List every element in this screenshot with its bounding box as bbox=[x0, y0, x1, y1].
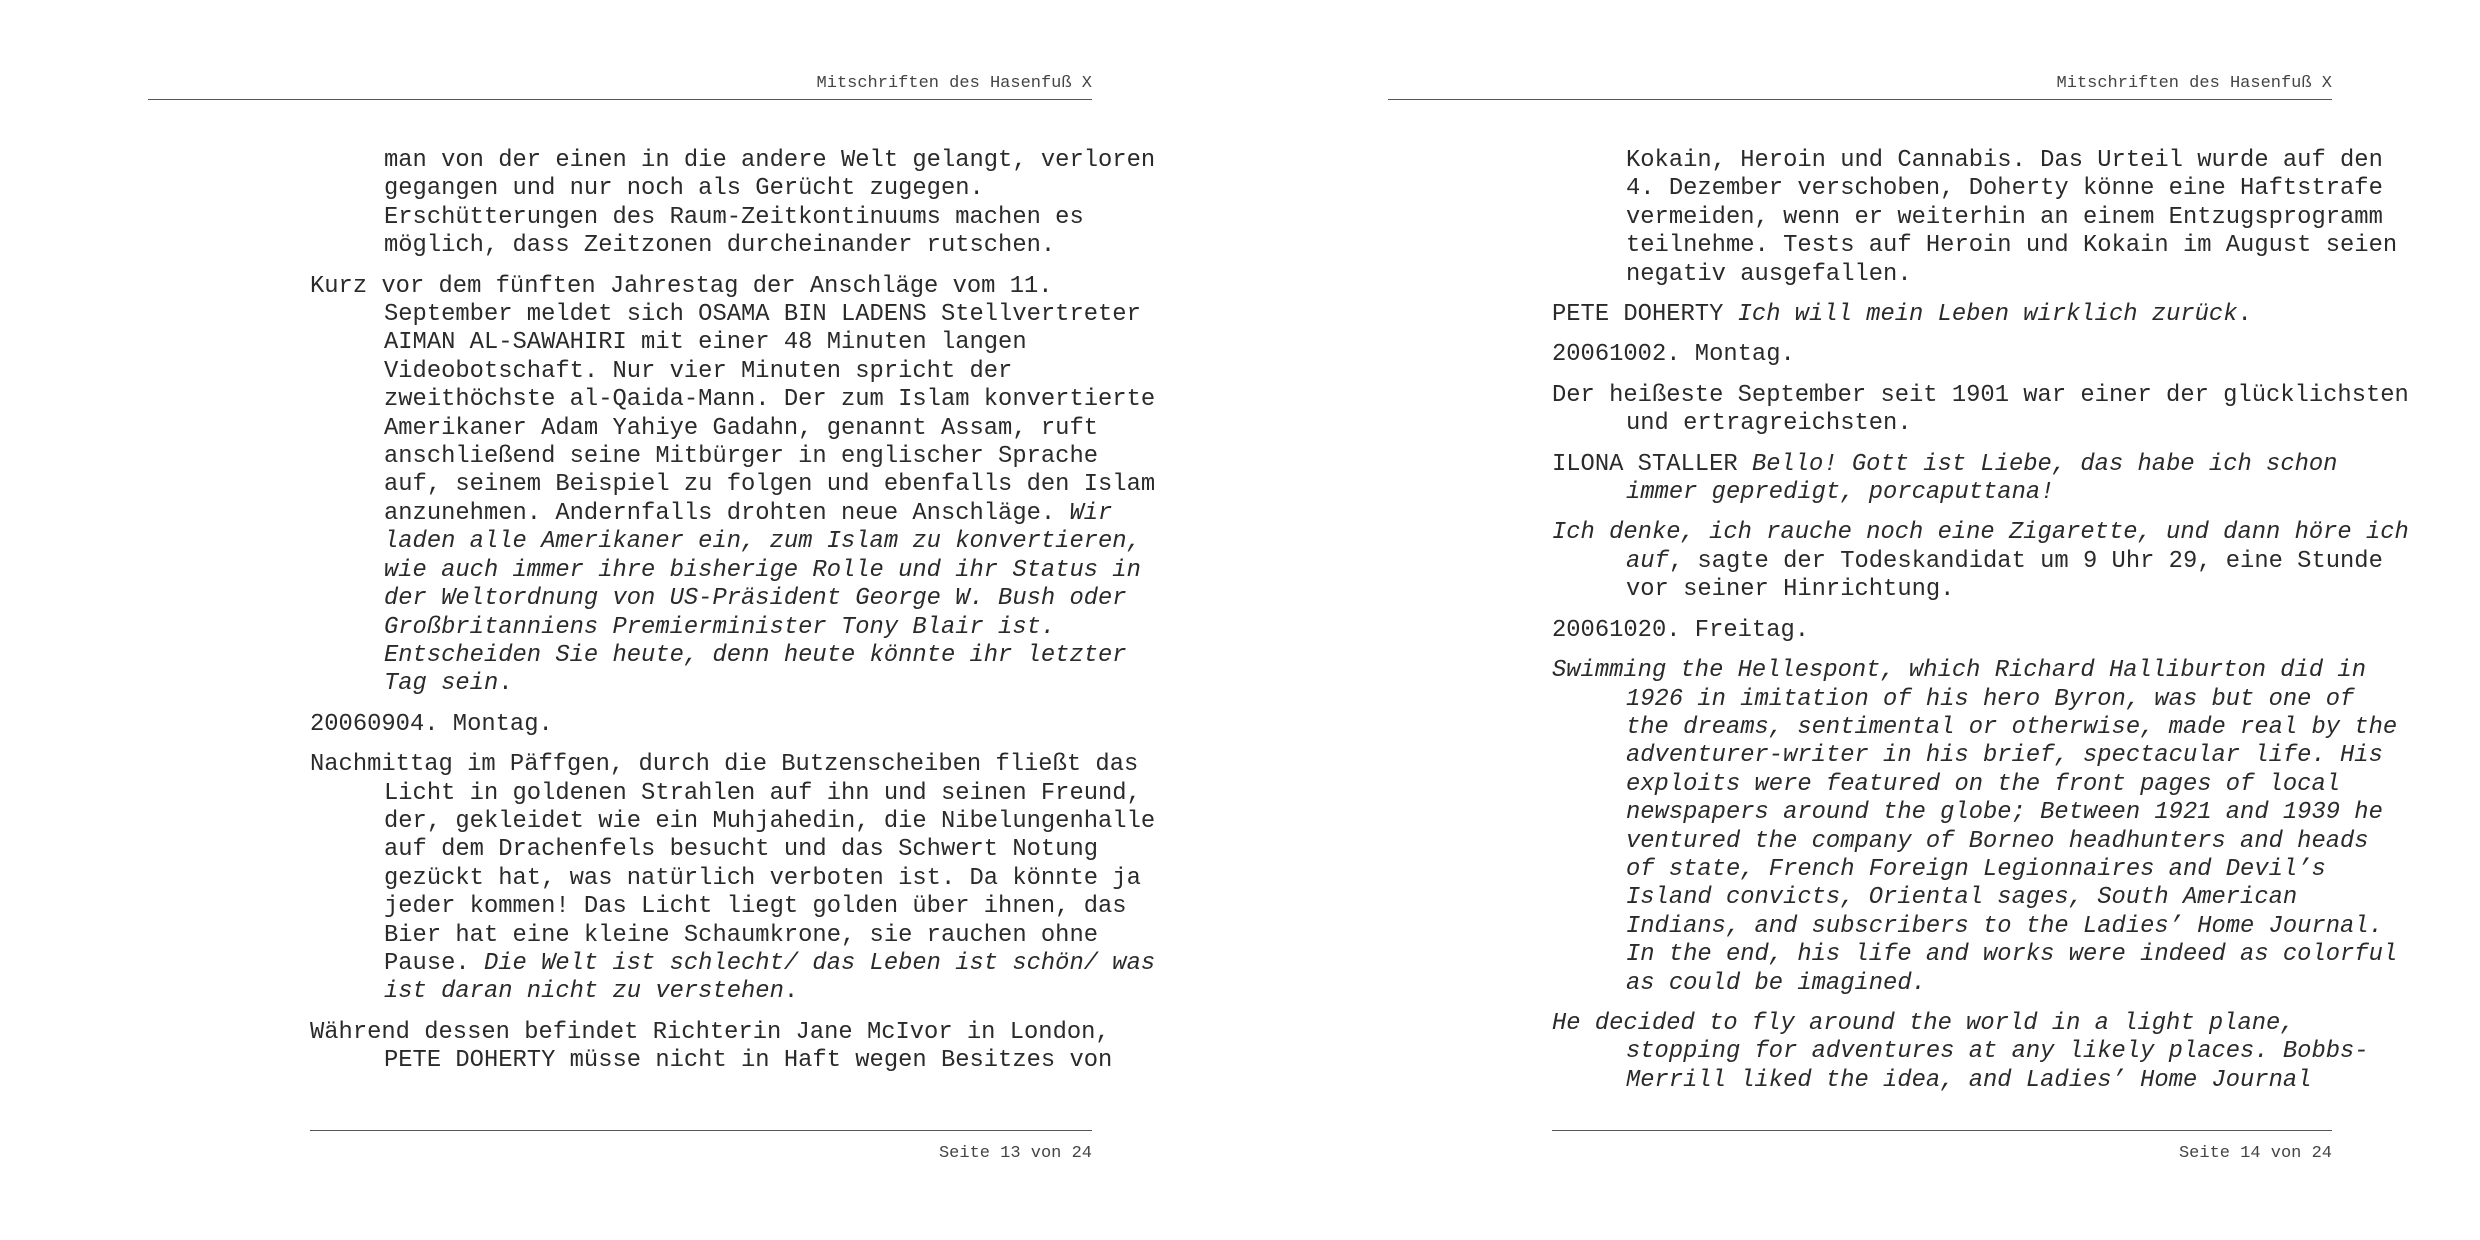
text-line bbox=[384, 175, 1100, 203]
text-run: jeder kommen! Das Licht liegt golden über ihnen, das bbox=[384, 893, 1127, 921]
text-line bbox=[1626, 261, 2342, 289]
italic-text: Die Welt ist schlecht/ das Leben ist schön/ was bbox=[483, 949, 1156, 977]
right-page bbox=[1240, 0, 2480, 1240]
text-run: 20061020. Freitag. bbox=[1552, 616, 1810, 644]
text-run: 4. Dezember verschoben, Doherty könne eine Haftstrafe bbox=[1626, 175, 2383, 203]
italic-text: exploits were featured on the front pages of local bbox=[1626, 770, 2341, 798]
paragraph bbox=[310, 711, 1100, 739]
italic-text: Großbritanniens Premierminister Tony Blair ist. bbox=[384, 613, 1056, 641]
page-number: Seite 14 von 24 bbox=[2178, 1144, 2332, 1163]
text-line bbox=[1626, 410, 2342, 438]
header-divider bbox=[148, 99, 1092, 100]
text-line bbox=[1626, 232, 2398, 260]
text-line bbox=[1626, 742, 2383, 770]
text-run: 20060904. Montag. bbox=[310, 710, 553, 738]
text-run: 20061002. Montag. bbox=[1552, 341, 1795, 369]
italic-text: auf bbox=[1626, 547, 1669, 575]
page-number: Seite 13 von 24 bbox=[938, 1144, 1092, 1163]
paragraph bbox=[310, 272, 1156, 699]
text-run: PETE DOHERTY bbox=[1552, 301, 1738, 329]
paragraph bbox=[1552, 451, 2342, 508]
italic-text: Wir bbox=[1069, 499, 1113, 527]
text-line bbox=[384, 1047, 1113, 1075]
text-run: zweithöchste al-Qaida-Mann. Der zum Islam konvertierte bbox=[384, 386, 1156, 414]
header-title: Mitschriften des Hasenfuß X bbox=[816, 74, 1092, 93]
text-run: möglich, dass Zeitzonen durcheinander rutschen. bbox=[384, 232, 1056, 260]
text-line bbox=[1552, 1010, 2342, 1038]
text-line bbox=[1626, 175, 2383, 203]
text-line bbox=[1626, 547, 2383, 576]
text-line bbox=[1626, 884, 2342, 912]
text-line bbox=[384, 301, 1141, 329]
text-line bbox=[310, 1018, 1110, 1047]
text-line bbox=[1552, 451, 2342, 479]
text-run: September meldet sich OSAMA BIN LADENS Stellvertreter bbox=[384, 301, 1141, 329]
page-footer bbox=[310, 1144, 1092, 1163]
text-run: negativ ausgefallen. bbox=[1626, 260, 1912, 288]
text-line bbox=[384, 779, 1141, 808]
paragraph bbox=[310, 1018, 1113, 1076]
text-run: . bbox=[2237, 301, 2252, 329]
paragraph bbox=[1552, 657, 2398, 998]
text-run: und ertragreichsten. bbox=[1626, 410, 1912, 438]
text-run: PETE DOHERTY müsse nicht in Haft wegen Besitzes von bbox=[384, 1047, 1113, 1075]
text-line bbox=[384, 471, 1156, 499]
text-line bbox=[1552, 341, 2342, 369]
text-line bbox=[384, 978, 1100, 1006]
text-run: Der heißeste September seit 1901 war einer der glücklichsten bbox=[1552, 381, 2409, 409]
header-divider bbox=[1388, 99, 2332, 100]
text-run: man von der einen in die andere Welt gelangt, verloren bbox=[384, 147, 1156, 174]
text-line bbox=[384, 807, 1156, 836]
text-line bbox=[1552, 617, 2342, 645]
text-line bbox=[384, 415, 1100, 443]
text-line bbox=[1626, 1067, 2342, 1095]
text-run: Pause. bbox=[384, 949, 484, 977]
text-line bbox=[384, 556, 1141, 585]
text-run: vermeiden, wenn er weiterhin an einem Entzugsprogramm bbox=[1626, 203, 2383, 231]
italic-text: In the end, his life and works were indeed as colorful bbox=[1626, 941, 2398, 969]
text-run: Amerikaner Adam Yahiye Gadahn, genannt Assam, ruft bbox=[384, 414, 1099, 442]
italic-text: Tag sein bbox=[384, 670, 499, 698]
text-run: teilnehme. Tests auf Heroin und Kokain im August seien bbox=[1626, 232, 2398, 260]
text-line bbox=[384, 670, 1100, 698]
text-line bbox=[310, 273, 1100, 301]
italic-text: stopping for adventures at any likely places. Bobbs- bbox=[1626, 1038, 2369, 1066]
text-line bbox=[384, 614, 1100, 642]
italic-text: der Weltordnung von US-Präsident George W. Bush oder bbox=[384, 585, 1127, 613]
header-title: Mitschriften des Hasenfuß X bbox=[2056, 74, 2332, 93]
text-line bbox=[384, 528, 1141, 556]
italic-text: He decided to fly around the world in a light plane, bbox=[1552, 1009, 2295, 1037]
text-line bbox=[310, 751, 1139, 779]
text-line bbox=[384, 922, 1100, 950]
italic-text: Island convicts, Oriental sages, South American bbox=[1626, 884, 2298, 912]
italic-text: adventurer-writer in his brief, spectacular life. His bbox=[1626, 742, 2383, 770]
text-line bbox=[384, 232, 1100, 260]
page-header bbox=[1388, 74, 2332, 100]
italic-text: Bello! Gott ist Liebe, das habe ich schon bbox=[1751, 450, 2338, 478]
footer-divider bbox=[310, 1130, 1092, 1131]
text-line bbox=[1626, 685, 2355, 714]
text-line bbox=[384, 641, 1127, 670]
text-line bbox=[384, 499, 1113, 528]
italic-text: as could be imagined. bbox=[1626, 969, 1926, 997]
italic-text: Ich will mein Leben wirklich zurück bbox=[1737, 301, 2238, 329]
italic-text: laden alle Amerikaner ein, zum Islam zu konvertieren, bbox=[384, 528, 1141, 556]
text-run: anschließend seine Mitbürger in englischer Sprache bbox=[384, 443, 1099, 471]
italic-text: immer gepredigt, porcaputtana! bbox=[1626, 479, 2055, 507]
text-line bbox=[1626, 856, 2342, 884]
text-run: Licht in goldenen Strahlen auf ihn und seinen Freund, bbox=[384, 779, 1141, 807]
text-line bbox=[1626, 576, 2342, 604]
text-line bbox=[1626, 713, 2398, 742]
text-line bbox=[1626, 771, 2342, 799]
text-line bbox=[1552, 519, 2409, 547]
text-run: , sagte der Todeskandidat um 9 Uhr 29, eine Stunde bbox=[1668, 547, 2383, 575]
italic-text: ist daran nicht zu verstehen bbox=[384, 978, 784, 1006]
text-line bbox=[384, 329, 1100, 357]
text-line bbox=[384, 836, 1100, 864]
text-run: vor seiner Hinrichtung. bbox=[1626, 576, 1955, 604]
text-line bbox=[384, 443, 1100, 471]
italic-text: of state, French Foreign Legionnaires and Devil’s bbox=[1626, 855, 2326, 883]
page-header bbox=[148, 74, 1092, 100]
text-line bbox=[1626, 912, 2383, 941]
italic-text: newspapers around the globe; Between 1921 and 1939 he bbox=[1626, 799, 2383, 827]
text-run: Bier hat eine kleine Schaumkrone, sie rauchen ohne bbox=[384, 921, 1099, 949]
text-run: der, gekleidet wie ein Muhjahedin, die Nibelungenhalle bbox=[384, 807, 1156, 835]
text-run: gezückt hat, was natürlich verboten ist. Da könnte ja bbox=[384, 864, 1141, 892]
page-body bbox=[310, 147, 1156, 1088]
text-run: auf dem Drachenfels besucht und das Schwert Notung bbox=[384, 836, 1099, 864]
page-footer bbox=[1552, 1144, 2332, 1163]
paragraph bbox=[1552, 617, 2342, 645]
text-run: Während dessen befindet Richterin Jane McIvor in London, bbox=[310, 1018, 1110, 1046]
paragraph bbox=[1552, 147, 2398, 289]
text-line bbox=[384, 386, 1156, 414]
text-line bbox=[1552, 381, 2409, 410]
italic-text: Ich denke, ich rauche noch eine Zigarette, und dann höre ich bbox=[1552, 519, 2409, 547]
text-run: anzunehmen. Andernfalls drohten neue Anschläge. bbox=[384, 499, 1070, 527]
text-line bbox=[1626, 970, 2342, 998]
paragraph bbox=[310, 751, 1156, 1007]
paragraph bbox=[310, 147, 1156, 261]
text-run: Erschütterungen des Raum-Zeitkontinuums machen es bbox=[384, 203, 1084, 231]
text-line bbox=[1626, 799, 2383, 827]
paragraph bbox=[1552, 341, 2342, 369]
text-line bbox=[384, 864, 1141, 893]
text-run: Videobotschaft. Nur vier Minuten spricht der bbox=[384, 357, 1013, 385]
text-line bbox=[384, 204, 1100, 232]
text-line bbox=[384, 358, 1100, 386]
text-run: . bbox=[783, 978, 799, 1006]
page-body bbox=[1552, 147, 2409, 1107]
text-run: Nachmittag im Päffgen, durch die Butzenscheiben fließt das bbox=[310, 751, 1139, 779]
text-line bbox=[1626, 941, 2398, 969]
text-line bbox=[1552, 657, 2366, 685]
text-line bbox=[1626, 203, 2383, 232]
paragraph bbox=[1552, 519, 2409, 604]
text-line bbox=[384, 585, 1127, 613]
text-run: AIMAN AL-SAWAHIRI mit einer 48 Minuten langen bbox=[384, 329, 1027, 357]
paragraph bbox=[1552, 1009, 2369, 1095]
text-run: auf, seinem Beispiel zu folgen und ebenfalls den Islam bbox=[384, 471, 1156, 499]
text-line bbox=[384, 949, 1156, 978]
text-line bbox=[1552, 301, 2342, 329]
text-run: Kokain, Heroin und Cannabis. Das Urteil wurde auf den bbox=[1626, 147, 2383, 174]
text-line bbox=[384, 147, 1156, 175]
italic-text: Indians, and subscribers to the Ladies’ Home Journal. bbox=[1626, 912, 2383, 940]
text-run: Kurz vor dem fünften Jahrestag der Anschläge vom 11. bbox=[310, 272, 1053, 300]
italic-text: wie auch immer ihre bisherige Rolle und ihr Status in bbox=[384, 556, 1141, 584]
text-run: gegangen und nur noch als Gerücht zugegen. bbox=[384, 175, 984, 203]
text-line bbox=[1626, 827, 2369, 856]
italic-text: 1926 in imitation of his hero Byron, was but one of bbox=[1626, 685, 2355, 713]
text-run: . bbox=[498, 670, 513, 698]
paragraph bbox=[1552, 301, 2342, 329]
italic-text: Swimming the Hellespont, which Richard Halliburton did in bbox=[1552, 657, 2366, 685]
text-line bbox=[384, 893, 1127, 921]
italic-text: Entscheiden Sie heute, denn heute könnte ihr letzter bbox=[384, 641, 1127, 669]
text-line bbox=[1626, 147, 2383, 175]
text-line bbox=[1626, 479, 2342, 507]
paragraph bbox=[1552, 381, 2409, 439]
text-line bbox=[1626, 1038, 2369, 1066]
text-line bbox=[310, 711, 1100, 739]
text-run: ILONA STALLER bbox=[1552, 450, 1752, 478]
italic-text: the dreams, sentimental or otherwise, made real by the bbox=[1626, 713, 2398, 741]
footer-divider bbox=[1552, 1130, 2332, 1131]
italic-text: Merrill liked the idea, and Ladies’ Home Journal bbox=[1626, 1066, 2312, 1094]
italic-text: ventured the company of Borneo headhunters and heads bbox=[1626, 827, 2369, 855]
